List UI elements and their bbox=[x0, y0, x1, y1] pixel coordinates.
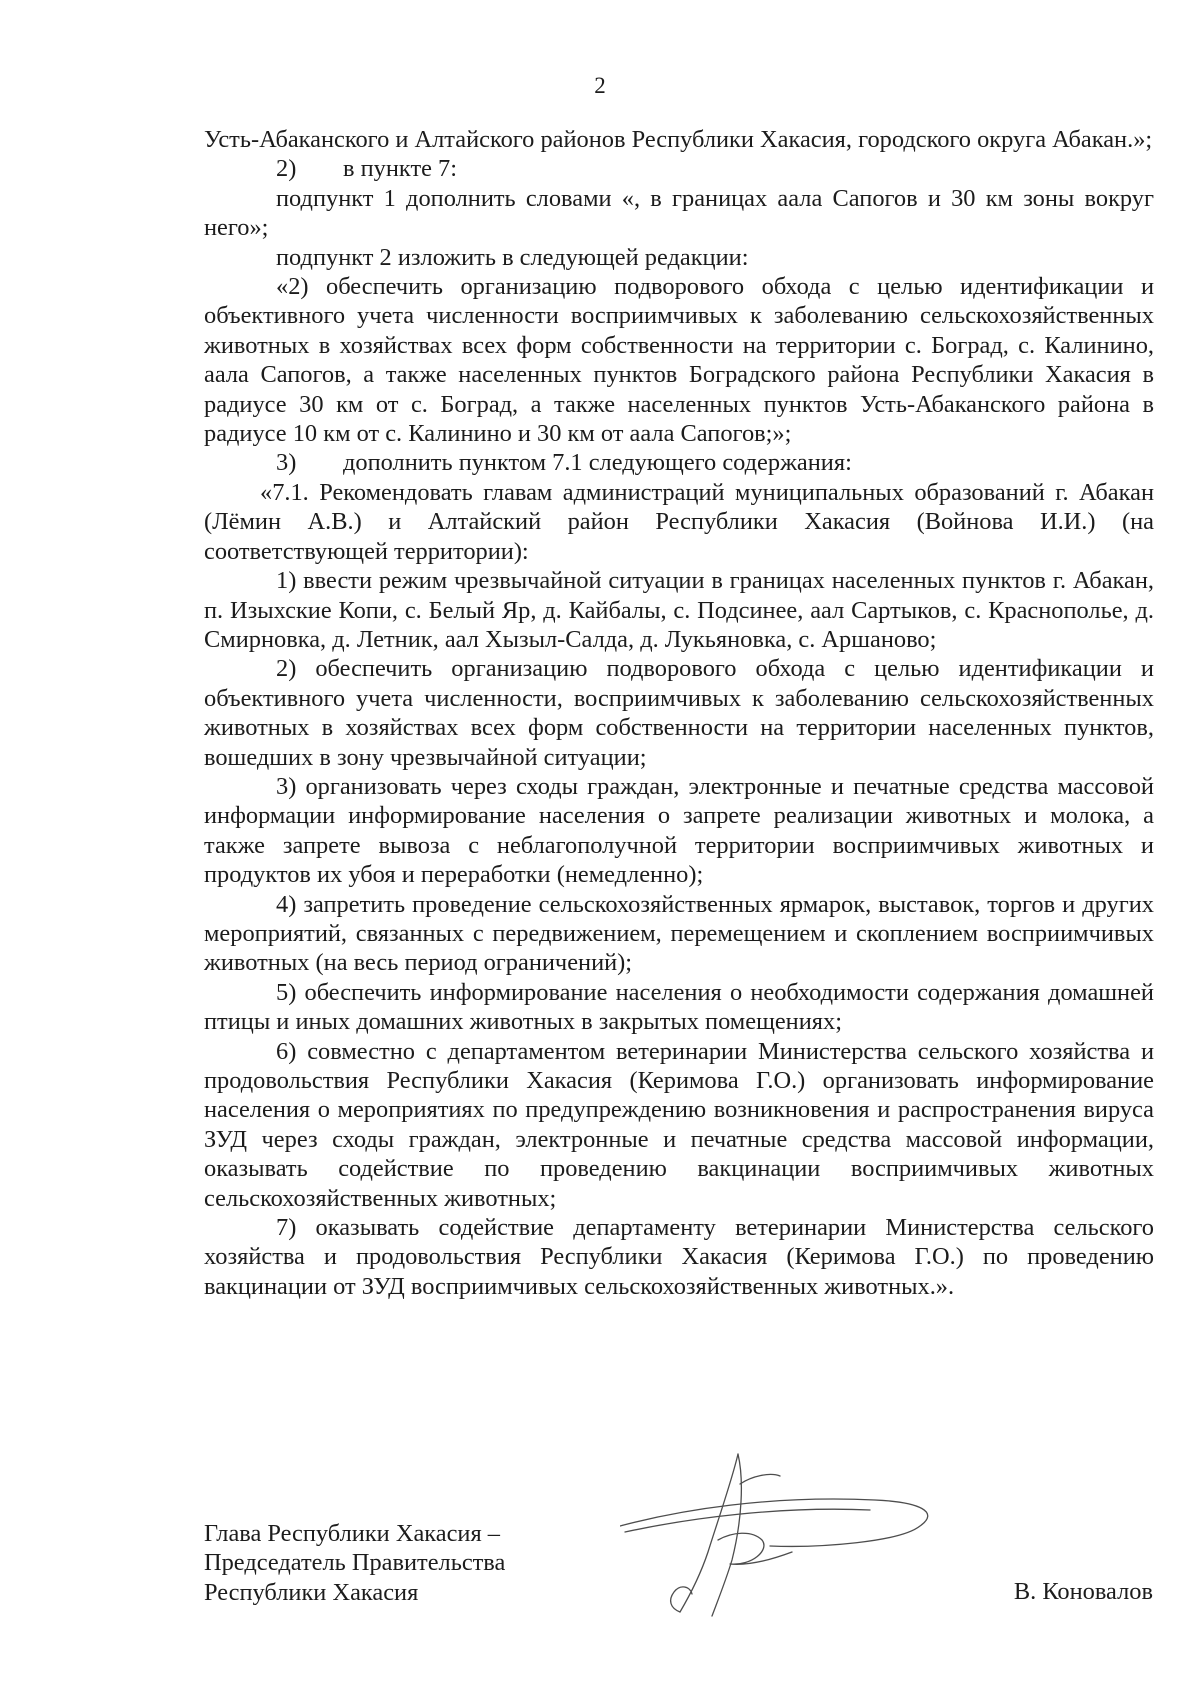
item-number: 3) bbox=[276, 449, 297, 477]
paragraph: «2) обеспечить организацию подворового обхода с целью идентификации и объективного учета численности восприимчивых к заболеванию сельскохозяйственных животных в хозяйствах всех форм собственности на территории с. Боград, с. Калинино, аала Сапогов, а также населенных пунктов Боградского района Республики Хакасия в радиусе 30 км от с. Боград, а также населенных пунктов Усть-Абаканского района в радиусе 10 км от с. Калинино и 30 км от аала Сапогов;»; bbox=[204, 273, 1154, 448]
paragraph: 4) запретить проведение сельскохозяйственных ярмарок, выставок, торгов и других мероприятий, связанных с передвижением, перемещением и скоплением восприимчивых животных (на весь период ограничений); bbox=[204, 890, 1154, 977]
signer-name: В. Коновалов bbox=[1013, 1578, 1153, 1605]
signature-title-line: Глава Республики Хакасия – bbox=[204, 1520, 500, 1547]
numbered-item bbox=[204, 448, 1154, 477]
paragraph: 6) совместно с департаментом ветеринарии Министерства сельского хозяйства и продовольствия Республики Хакасия (Керимова Г.О.) организовать информирование населения о мероприятиях по предупреждению возникновения и распространения вируса ЗУД через сходы граждан, электронные и печатные средства массовой информации, оказывать содействие по проведению вакцинации восприимчивых животных сельскохозяйственных животных; bbox=[204, 1037, 1154, 1212]
paragraph: «7.1. Рекомендовать главам администраций муниципальных образований г. Абакан (Лёмин А.В.) и Алтайский район Республики Хакасия (Войнова И.И.) (на соответствующей территории): bbox=[204, 478, 1154, 565]
paragraph: Усть-Абаканского и Алтайского районов Республики Хакасия, городского округа Абакан.»; bbox=[204, 126, 1153, 153]
paragraph: 7) оказывать содействие департаменту ветеринарии Министерства сельского хозяйства и продовольствия Республики Хакасия (Керимова Г.О.) по проведению вакцинации от ЗУД восприимчивых сельскохозяйственных животных.». bbox=[204, 1214, 1154, 1300]
signature-title bbox=[204, 1519, 505, 1607]
page-number: 2 bbox=[594, 73, 606, 98]
signature-title-line: Председатель Правительства bbox=[204, 1549, 506, 1577]
item-number: 2) bbox=[276, 155, 297, 183]
paragraph: подпункт 1 дополнить словами «, в границах аала Сапогов и 30 км зоны вокруг него»; bbox=[204, 184, 1154, 242]
document-body bbox=[204, 125, 1154, 1301]
handwritten-signature bbox=[620, 1440, 960, 1620]
numbered-item bbox=[204, 154, 1154, 183]
item-text: в пункте 7: bbox=[343, 155, 457, 183]
paragraph: 1) ввести режим чрезвычайной ситуации в границах населенных пунктов г. Абакан, п. Изыхские Копи, с. Белый Яр, д. Кайбалы, с. Подсинее, аал Сартыков, с. Краснополье, д. Смирновка, д. Летник, аал Хызыл-Салда, д. Лукьяновка, с. Аршаново; bbox=[204, 567, 1154, 653]
paragraph: 2) обеспечить организацию подворового обхода с целью идентификации и объективного учета численности, восприимчивых к заболеванию сельскохозяйственных животных в хозяйствах всех форм собственности на территории населенных пунктов, вошедших в зону чрезвычайной ситуации; bbox=[204, 655, 1154, 771]
paragraph: подпункт 2 изложить в следующей редакции: bbox=[276, 243, 749, 271]
signature-title-line: Республики Хакасия bbox=[204, 1578, 419, 1606]
paragraph: 3) организовать через сходы граждан, электронные и печатные средства массовой информации информирование населения о запрете реализации животных и молока, а также запрете вывоза с неблагополучной территории восприимчивых животных и продуктов их убоя и переработки (немедленно); bbox=[204, 772, 1154, 889]
item-text: дополнить пунктом 7.1 следующего содержания: bbox=[343, 449, 852, 477]
paragraph: 5) обеспечить информирование населения о необходимости содержания домашней птицы и иных домашних животных в закрытых помещениях; bbox=[204, 978, 1154, 1036]
